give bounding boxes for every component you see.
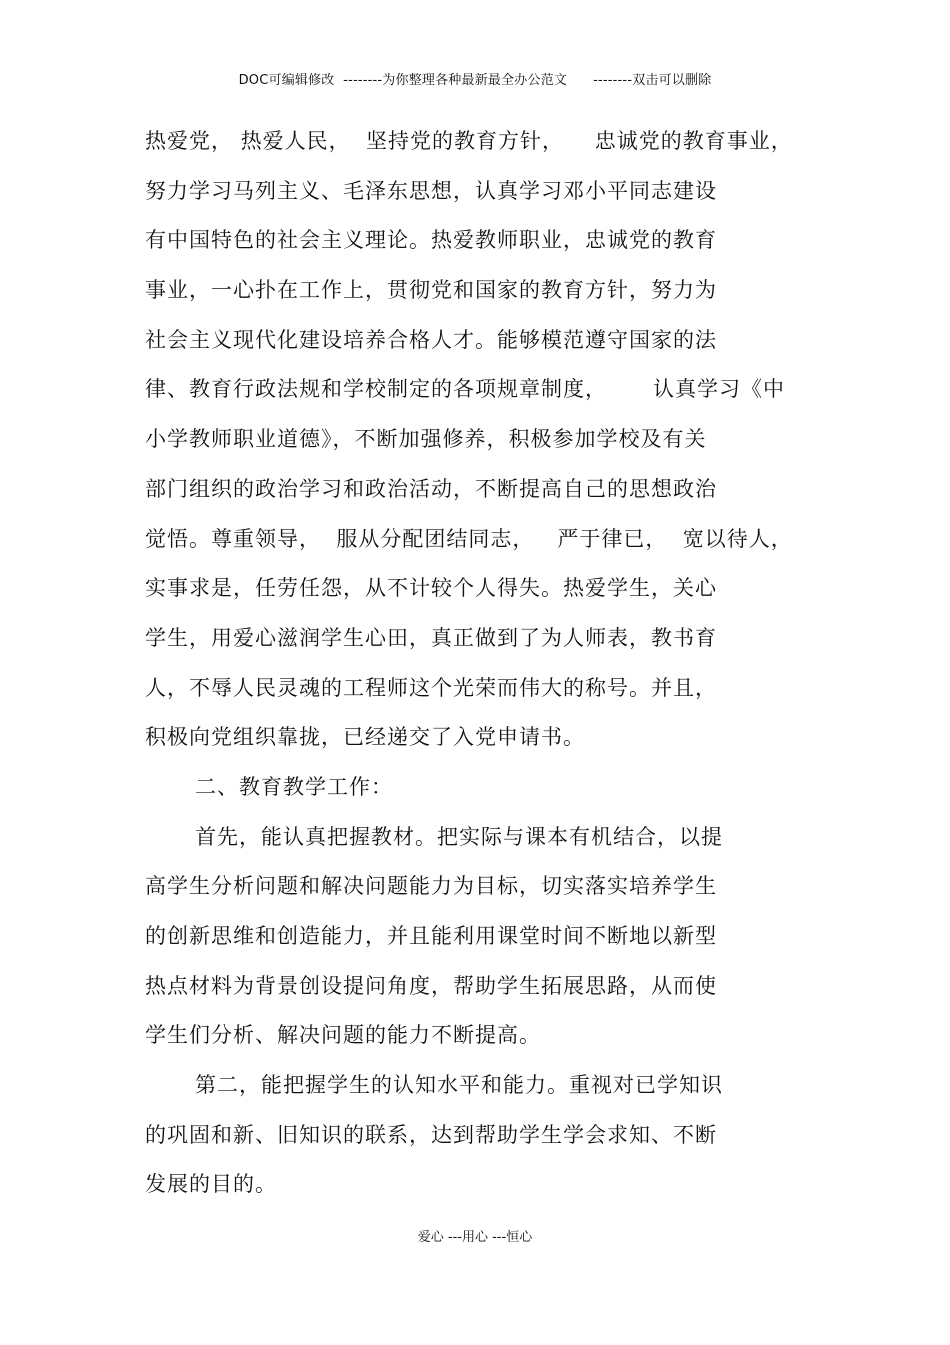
body-line-8: 部门组织的政治学习和政治活动，不断提高自己的思想政治 bbox=[145, 476, 717, 501]
body-line-2: 努力学习马列主义、毛泽东思想，认真学习邓小平同志建设 bbox=[145, 178, 717, 203]
body-line-12: 人，不辱人民灵魂的工程师这个光荣而伟大的称号。并且， bbox=[145, 675, 717, 700]
document-body bbox=[145, 126, 845, 1219]
body-line-15: 首先，能认真把握教材。把实际与课本有机结合，以提 bbox=[195, 824, 723, 849]
body-line-5: 社会主义现代化建设培养合格人才。能够模范遵守国家的法 bbox=[145, 327, 717, 352]
body-line-11: 学生，用爱心滋润学生心田，真正做到了为人师表，教书育 bbox=[145, 625, 717, 650]
body-line-18: 热点材料为背景创设提问角度，帮助学生拓展思路，从而使 bbox=[145, 973, 717, 998]
body-line-16: 高学生分析问题和解决问题能力为目标，切实落实培养学生 bbox=[145, 874, 717, 899]
body-line-1: 热爱党， 热爱人民， 坚持党的教育方针， 忠诚党的教育事业， bbox=[145, 129, 793, 153]
page-header: DOC可编辑修改 --------为你整理各种最新最全办公范文 --------双击可以删除 bbox=[238, 73, 712, 88]
body-line-22: 发展的目的。 bbox=[145, 1172, 277, 1197]
body-line-4: 事业，一心扑在工作上，贯彻党和国家的教育方针，努力为 bbox=[145, 278, 717, 303]
body-line-21: 的巩固和新、旧知识的联系，达到帮助学生学会求知、不断 bbox=[145, 1122, 717, 1147]
body-line-17: 的创新思维和创造能力，并且能利用课堂时间不断地以新型 bbox=[145, 924, 717, 948]
body-line-10: 实事求是，任劳任怨，从不计较个人得失。热爱学生，关心 bbox=[145, 576, 717, 601]
body-line-3: 有中国特色的社会主义理论。热爱教师职业，忠诚党的教育 bbox=[145, 228, 717, 253]
body-line-13: 积极向党组织靠拢，已经递交了入党申请书。 bbox=[145, 725, 585, 750]
body-line-7: 小学教师职业道德》，不断加强修养，积极参加学校及有关 bbox=[145, 427, 707, 452]
body-line-9: 觉悟。尊重领导， 服从分配团结同志， 严于律已， 宽以待人， bbox=[145, 526, 793, 551]
page-footer: 爱心 ---用心 ---恒心 bbox=[417, 1230, 533, 1245]
body-line-19: 学生们分析、解决问题的能力不断提高。 bbox=[145, 1023, 541, 1048]
section-heading: 二、教育教学工作： bbox=[195, 774, 393, 799]
body-line-6: 律、教育行政法规和学校制定的各项规章制度， 认真学习《中 bbox=[145, 377, 786, 402]
body-line-20: 第二，能把握学生的认知水平和能力。重视对已学知识 bbox=[195, 1073, 723, 1098]
